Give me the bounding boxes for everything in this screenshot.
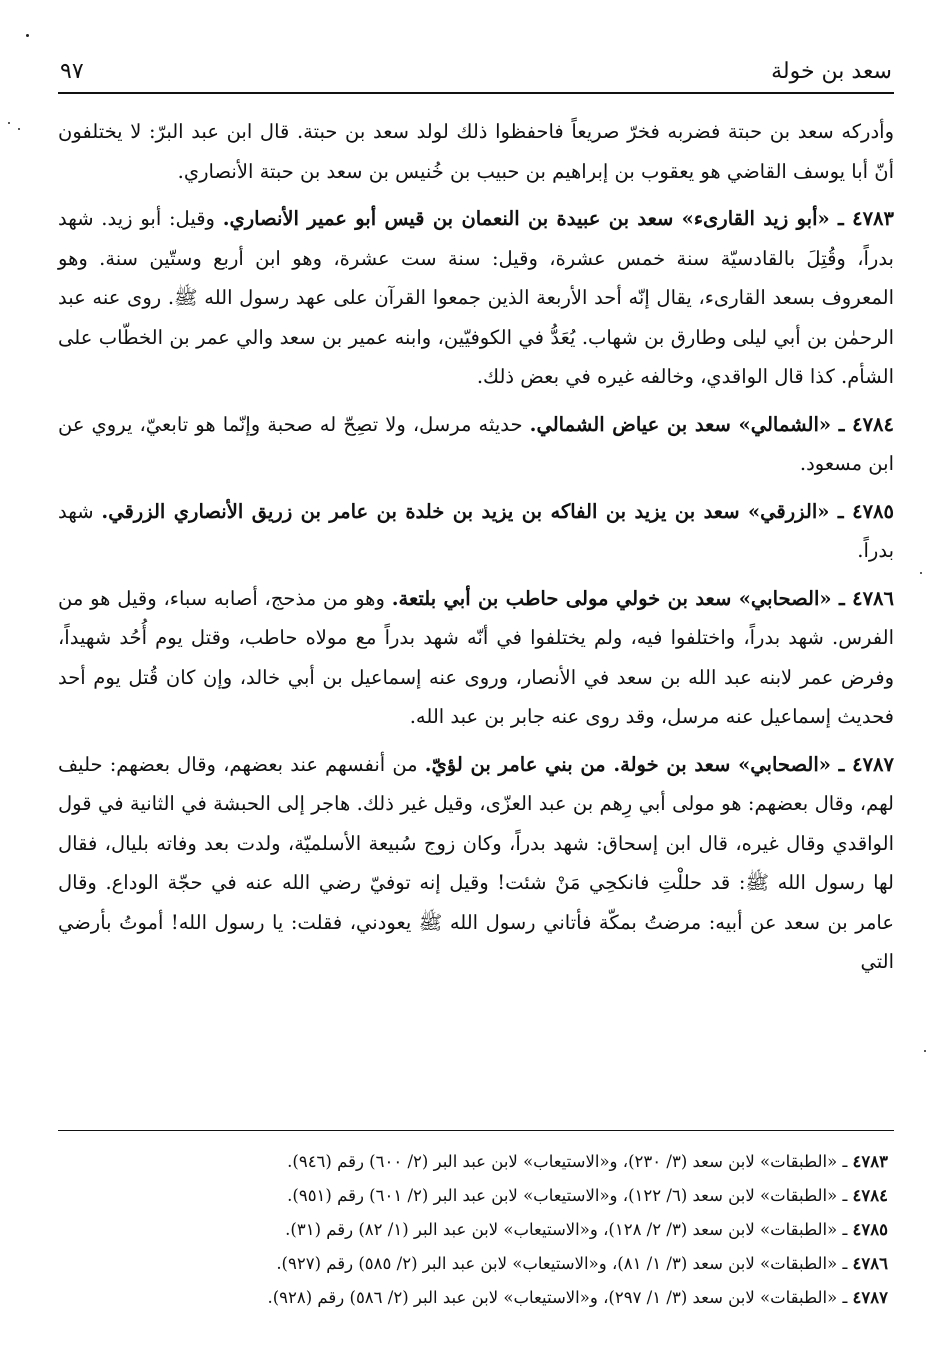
footnote-number: ٤٧٨٦ bbox=[852, 1254, 888, 1273]
entry-heading: ٤٧٨٣ ـ «أبو زيد القارىء» سعد بن عبيدة بن النعمان بن قيس أبو عمير الأنصاري. bbox=[222, 207, 894, 230]
scan-speck bbox=[26, 34, 29, 37]
running-header bbox=[58, 40, 894, 94]
entry-heading: ٤٧٨٧ ـ «الصحابي» سعد بن خولة. من بني عامر بن لؤيّ. bbox=[424, 752, 895, 776]
footnote-number: ٤٧٨٤ bbox=[852, 1186, 888, 1205]
entry-4785 bbox=[58, 492, 894, 571]
footnote bbox=[58, 1179, 894, 1213]
footnote bbox=[58, 1145, 894, 1179]
scan-speck bbox=[18, 128, 20, 130]
paragraph-continuation bbox=[58, 112, 894, 191]
footnote bbox=[58, 1213, 894, 1247]
footnote-number: ٤٧٨٥ bbox=[852, 1220, 888, 1239]
entry-4787 bbox=[58, 745, 894, 982]
entry-4783 bbox=[58, 199, 894, 397]
footnote-text: ـ «الطبقات» لابن سعد (٣/ ١/ ٨١)، و«الاستيعاب» لابن عبد البر (٢/ ٥٨٥) رقم (٩٢٧). bbox=[276, 1254, 853, 1273]
entry-text: وهو من مذحج، أصابه سباء، وقيل هو من الفرس. شهد بدراً، واختلفوا فيه، ولم يختلفوا في أنّه شهد بدراً مع مولاه حاطب، وقتل يوم أُحُد شهيداً، وفرض عمر لابنه عبد الله بن سعد في الأنصار، وروى عنه إسماعيل بن أبي خالد، وإن كان قُتل يوم أحد فحديث إسماعيل عنه مرسل، وقد روى عنه جابر بن عبد الله. bbox=[58, 586, 894, 728]
entry-text: حديثه مرسل، ولا تصِحّ له صحبة وإنّما هو تابعيّ، يروي عن ابن مسعود. bbox=[58, 412, 894, 475]
footnote bbox=[58, 1247, 894, 1281]
running-title: سعد بن خولة bbox=[771, 59, 892, 84]
entry-text: وقيل: أبو زيد. شهد بدراً، وقُتِلَ بالقادسيّة سنة خمس عشرة، وقيل: سنة ست عشرة، وهو ابن أربع وستّين سنة. وهو المعروف بسعد القارىء، يقال إنّه أحد الأربعة الذين جمعوا القرآن على عهد رسول الله ﷺ. روى عنه عبد الرحمٰن بن أبي ليلى وطارق بن شهاب. يُعَدُّ في الكوفيّين، وابنه عمير بن سعد والي عمر بن الخطّاب على الشأم. كذا قال الواقدي، وخالفه غيره في بعض ذلك. bbox=[58, 207, 894, 388]
footnote-number: ٤٧٨٣ bbox=[852, 1152, 888, 1171]
entry-heading: ٤٧٨٦ ـ «الصحابي» سعد بن خولي مولى حاطب بن أبي بلتعة. bbox=[391, 586, 895, 610]
scan-speck bbox=[8, 122, 10, 124]
footnote bbox=[58, 1281, 894, 1315]
entry-heading: ٤٧٨٥ ـ «الزرقي» سعد بن يزيد بن الفاكه بن يزيد بن خلدة بن عامر بن زريق الأنصاري الزرقي. bbox=[101, 499, 894, 523]
footnote-text: ـ «الطبقات» لابن سعد (٣/ ١/ ٢٩٧)، و«الاستيعاب» لابن عبد البر (٢/ ٥٨٦) رقم (٩٢٨). bbox=[267, 1288, 853, 1307]
page-number: ٩٧ bbox=[60, 59, 84, 84]
footnote-number: ٤٧٨٧ bbox=[852, 1288, 888, 1307]
footnote-text: ـ «الطبقات» لابن سعد (٦/ ١٢٢)، و«الاستيعاب» لابن عبد البر (٢/ ٦٠١) رقم (٩٥١). bbox=[287, 1186, 853, 1205]
entry-4786 bbox=[58, 579, 894, 737]
footnote-text: ـ «الطبقات» لابن سعد (٣/ ٢٣٠)، و«الاستيعاب» لابن عبد البر (٢/ ٦٠٠) رقم (٩٤٦). bbox=[287, 1152, 853, 1171]
paragraph-text: وأدركه سعد بن حبتة فضربه فخرّ صريعاً فاحفظوا ذلك لولد سعد بن حبتة. قال ابن عبد البرّ: لا يختلفون أنّ أبا يوسف القاضي هو يعقوب بن إبراهيم بن حبيب بن خُنيس بن سعد بن حبتة الأنصاري. bbox=[58, 120, 894, 183]
main-text bbox=[58, 112, 894, 982]
entry-text: شهد بدراً. bbox=[58, 499, 894, 562]
footnotes bbox=[58, 1130, 894, 1315]
entry-4784 bbox=[58, 405, 894, 484]
book-page bbox=[58, 40, 894, 990]
scan-speck bbox=[920, 572, 922, 574]
entry-heading: ٤٧٨٤ ـ «الشمالي» سعد بن عياض الشمالي. bbox=[529, 412, 894, 436]
scan-speck bbox=[924, 1050, 926, 1052]
entry-text: من أنفسهم عند بعضهم، وقال بعضهم: حليف لهم، وقال بعضهم: هو مولى أبي رِهم بن عبد العزّى، وقيل غير ذلك. هاجر إلى الحبشة في الثانية في قول الواقدي وقال غيره، قال ابن إسحاق: شهد بدراً، وكان زوج سُبيعة الأسلميّة، ولدت بعد وفاته بليال، فقال لها رسول الله ﷺ: قد حللْتِ فانكحِي مَنْ شئت! وقيل إنه توفيّ رضي الله عنه في حجّة الوداع. وقال عامر بن سعد عن أبيه: مرضتُ بمكّة فأتاني رسول الله ﷺ يعودني، فقلت: يا رسول الله! أموتُ بأرضي التي bbox=[58, 752, 894, 973]
footnote-text: ـ «الطبقات» لابن سعد (٣/ ٢/ ١٢٨)، و«الاستيعاب» لابن عبد البر (١/ ٨٢) رقم (٣١). bbox=[285, 1220, 853, 1239]
